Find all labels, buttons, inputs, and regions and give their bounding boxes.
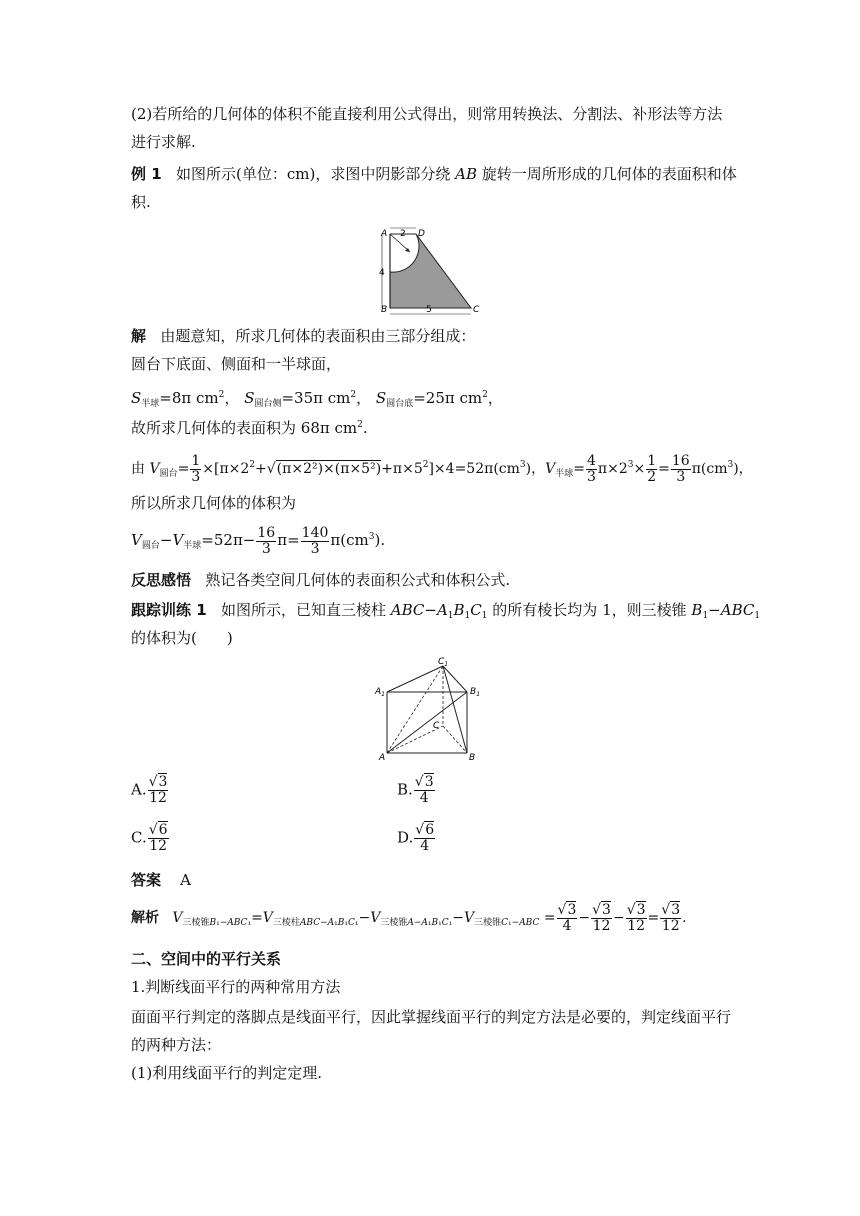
label-b: B: [381, 305, 388, 315]
solution-line-4: 故所求几何体的表面积为 68π $cm^2$.: [131, 419, 368, 437]
intro-line-1: (2)若所给的几何体的体积不能直接利用公式得出，则常用转换法、分割法、补形法等方法: [131, 105, 723, 123]
example-text-2: 旋转一周所形成的几何体的表面积和体: [481, 165, 737, 183]
section-2-heading: 二、空间中的平行关系: [131, 950, 282, 968]
option-c[interactable]: C. $\frac{√6}{12}$: [131, 822, 168, 854]
label-left-length: 4: [379, 268, 385, 278]
reflection-label: 反思感悟: [131, 571, 192, 589]
solution-text-1: 由题意知，所求几何体的表面积由三部分组成：: [160, 327, 476, 345]
option-d[interactable]: D. $\frac{√6}{4}$: [397, 822, 435, 854]
example-1-line-1: [131, 163, 737, 185]
answer-line: [131, 869, 191, 891]
label-c: C: [433, 721, 440, 731]
label-c: C: [473, 305, 480, 315]
analysis-label: 解析: [131, 910, 159, 926]
label-b1: $B_1$: [470, 687, 481, 698]
label-a: A: [379, 753, 386, 763]
intro-line-2: 进行求解.: [131, 133, 196, 151]
label-c1: $C_1$: [438, 657, 449, 668]
label-a1: $A_1$: [375, 687, 385, 698]
section-2-para-2: 的两种方法：: [131, 1036, 222, 1054]
answer-value: A: [180, 871, 191, 889]
reflection-line: [131, 569, 510, 591]
solution-volume-line: 由 $V_{圆台}=$ $\frac{1}{3}$ $\times[\pi\times 2^2+√(\pi\times 2^2)\times(\pi\times 5^2)+\pi\times 5^2]\times 4=52\pi(cm^3)$，$V_{半球}=$ $\frac{4}{3}$ $\pi\times 2^3\times$ $\frac{1}{2}$ = $\frac{16}{3}$ $\pi(cm^3)$，: [131, 452, 753, 485]
option-b[interactable]: B. $\frac{√3}{4}$: [397, 774, 434, 806]
label-b: B: [469, 753, 476, 763]
label-a: A: [381, 229, 388, 239]
fraction-one-third: $\frac{1}{3}$: [191, 452, 201, 485]
label-d: D: [418, 229, 425, 239]
solution-final-line: $V_{圆台}-V_{半球}=52\pi-$ $\frac{16}{3}$ π= $\frac{140}{3}$ $\pi(cm^3)$.: [131, 524, 386, 557]
answer-label: 答案: [131, 871, 162, 889]
prism-figure: [372, 654, 488, 764]
solution-line-2: 圆台下底面、侧面和一半球面，: [131, 355, 342, 373]
example-text-1: 如图所示(单位：cm)，求图中阴影部分绕: [175, 165, 451, 183]
section-2-para-1: 面面平行判定的落脚点是线面平行，因此掌握线面平行的判定方法是必要的，判定线面平行: [131, 1008, 732, 1026]
section-2-para-3: (1)利用线面平行的判定定理.: [131, 1064, 323, 1082]
example-label: 例 1: [131, 165, 162, 183]
trapezoid-figure: [374, 224, 488, 316]
label-top-length: 2: [400, 229, 406, 239]
example-ab: AB: [455, 165, 477, 183]
option-a[interactable]: A. $\frac{√3}{12}$: [131, 774, 168, 806]
solution-line-3: $S_{半球}=8\pi$ $cm^2$， $S_{圆台侧}=35\pi$ $cm^2$， $S_{圆台底}=25\pi$ $cm^2$，: [131, 389, 503, 409]
analysis-line: 解析 $V_{三棱锥B_1-ABC_1}=V_{三棱柱ABC-A_1B_1C_1}-V_{三棱锥A-A_1B_1C_1}-V_{三棱锥C_1-ABC}$ = $\frac{√3}{4}$ − $\frac{√3}{12}$ − $\frac{√3}{12}$ = $\frac{√3}{12}$ .: [131, 901, 687, 934]
example-1-line-2: 积.: [131, 193, 151, 211]
training-line-2: 的体积为( ): [131, 629, 233, 647]
reflection-text: 熟记各类空间几何体的表面积公式和体积公式.: [205, 571, 511, 589]
solution-line-6: 所以所求几何体的体积为: [131, 494, 297, 512]
label-bottom-length: 5: [426, 305, 432, 315]
training-label: 跟踪训练 1: [131, 601, 207, 619]
training-line-1: 跟踪训练 1 如图所示，已知直三棱柱 $ABC-A_1B_1C_1$ 的所有棱长均为 1，则三棱锥 $B_1-ABC_1$: [131, 601, 761, 621]
section-2-sub-1: 1.判断线面平行的两种常用方法: [131, 978, 341, 996]
solution-line-1: [131, 325, 475, 347]
solution-label: 解: [131, 327, 147, 345]
